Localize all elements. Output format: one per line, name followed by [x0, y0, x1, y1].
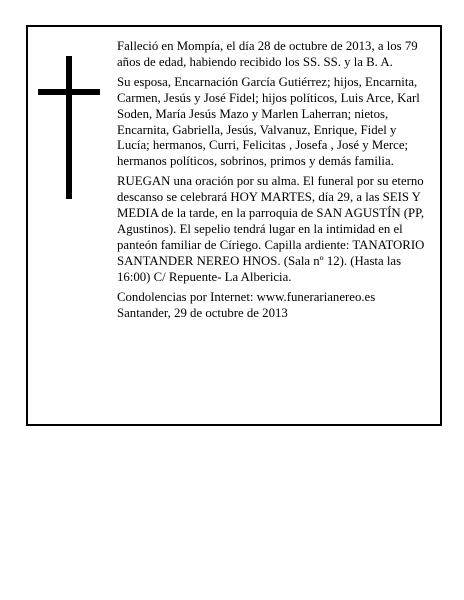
obituary-text: [117, 39, 425, 321]
family-list: Su esposa, Encarnación García Gutiérrez; hijos, Encarnita, Carmen, Jesús y José Fidel; hijos políticos, Luis Arce, Karl Soden, María Jesús Mazo y Marlen Laherran; nietos, Encarnita, Gabriella, Jesús, Valvanuz, Enrique, Fidel y Lucía; hermanos, Curri, Felicitas , Josefa , José y Merce; hermanos políticos, sobrinos, primos y demás familia.: [117, 74, 420, 169]
funeral-details: RUEGAN una oración por su alma. El funeral por su eterno descanso se celebrará HOY MARTES, día 29, a las SEIS Y MEDIA de la tarde, en la parroquia de SAN AGUSTÍN (PP, Agustinos). El sepelio tendrá lugar en la intimidad en el panteón familiar de Círiego. Capilla ardiente: TANATORIO SANTANDER NEREO HNOS. (Sala nº 12). (Hasta las 16:00) C/ Repuente- La Albericia.: [117, 174, 425, 284]
obituary-notice: [26, 25, 442, 426]
death-announcement: Falleció en Mompía, el día 28 de octubre de 2013, a los 79 años de edad, habiendo recibido los SS. SS. y la B. A.: [117, 39, 418, 69]
condolences-line: Condolencias por Internet: www.funerarianereo.es: [117, 289, 376, 304]
cross-horizontal-bar: [38, 89, 100, 95]
cross-icon: [38, 56, 100, 199]
cross-vertical-bar: [66, 56, 72, 199]
place-date-line: Santander, 29 de octubre de 2013: [117, 305, 288, 320]
